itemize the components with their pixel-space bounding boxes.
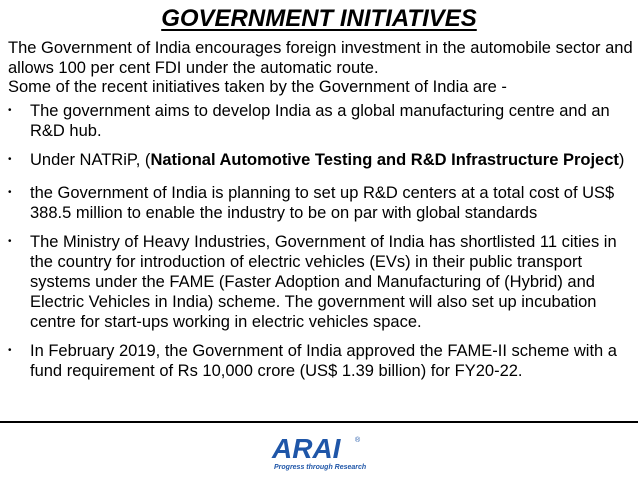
bullet-text: In February 2019, the Government of India approved the FAME-II scheme with a fund requirement of Rs 10,000 crore (US$ 1.39 billion) for FY20-22. (30, 342, 617, 380)
list-item (8, 232, 633, 332)
bullet-text-suffix: ) (618, 151, 625, 169)
list-item (8, 101, 633, 141)
bullet-text-bold: National Automotive Testing and R&D Infrastructure Project (150, 151, 619, 169)
footer-divider (0, 421, 638, 423)
list-item (8, 150, 633, 170)
bullet-icon: • (8, 105, 12, 116)
bullet-text: The Ministry of Heavy Industries, Government of India has shortlisted 11 cities in the country for introduction of electric vehicles (EVs) in their public transport systems under the FAME (Faster Adoption and Manufacturing of (Hybrid) and Electric Vehicles in India) scheme. The government will also set up incubation centre for start-ups working in electric vehicles space. (30, 233, 617, 331)
bullet-icon: • (8, 236, 12, 247)
bullet-icon: • (8, 154, 12, 165)
page-title: GOVERNMENT INITIATIVES (161, 5, 477, 32)
initiatives-list (8, 101, 633, 390)
bullet-icon: • (8, 345, 12, 356)
bullet-text: the Government of India is planning to set up R&D centers at a total cost of US$ 388.5 million to enable the industry to be on par with global standards (30, 184, 615, 222)
logo-name: ARAI (272, 433, 341, 464)
intro-line-2: Some of the recent initiatives taken by the Government of India are - (8, 78, 507, 96)
list-item (8, 183, 633, 223)
bullet-icon: • (8, 187, 12, 198)
bullet-text: The government aims to develop India as a global manufacturing centre and an R&D hub. (30, 102, 610, 140)
list-item (8, 341, 633, 381)
intro-line-1: The Government of India encourages foreign investment in the automobile sector and allows 100 per cent FDI under the automatic route. (8, 39, 633, 77)
logo-registered-mark: ® (355, 437, 361, 444)
logo-tagline: Progress through Research (274, 464, 367, 471)
bullet-text-prefix: Under NATRiP, ( (30, 151, 151, 169)
intro-paragraph (8, 39, 633, 98)
arai-logo (270, 432, 370, 474)
